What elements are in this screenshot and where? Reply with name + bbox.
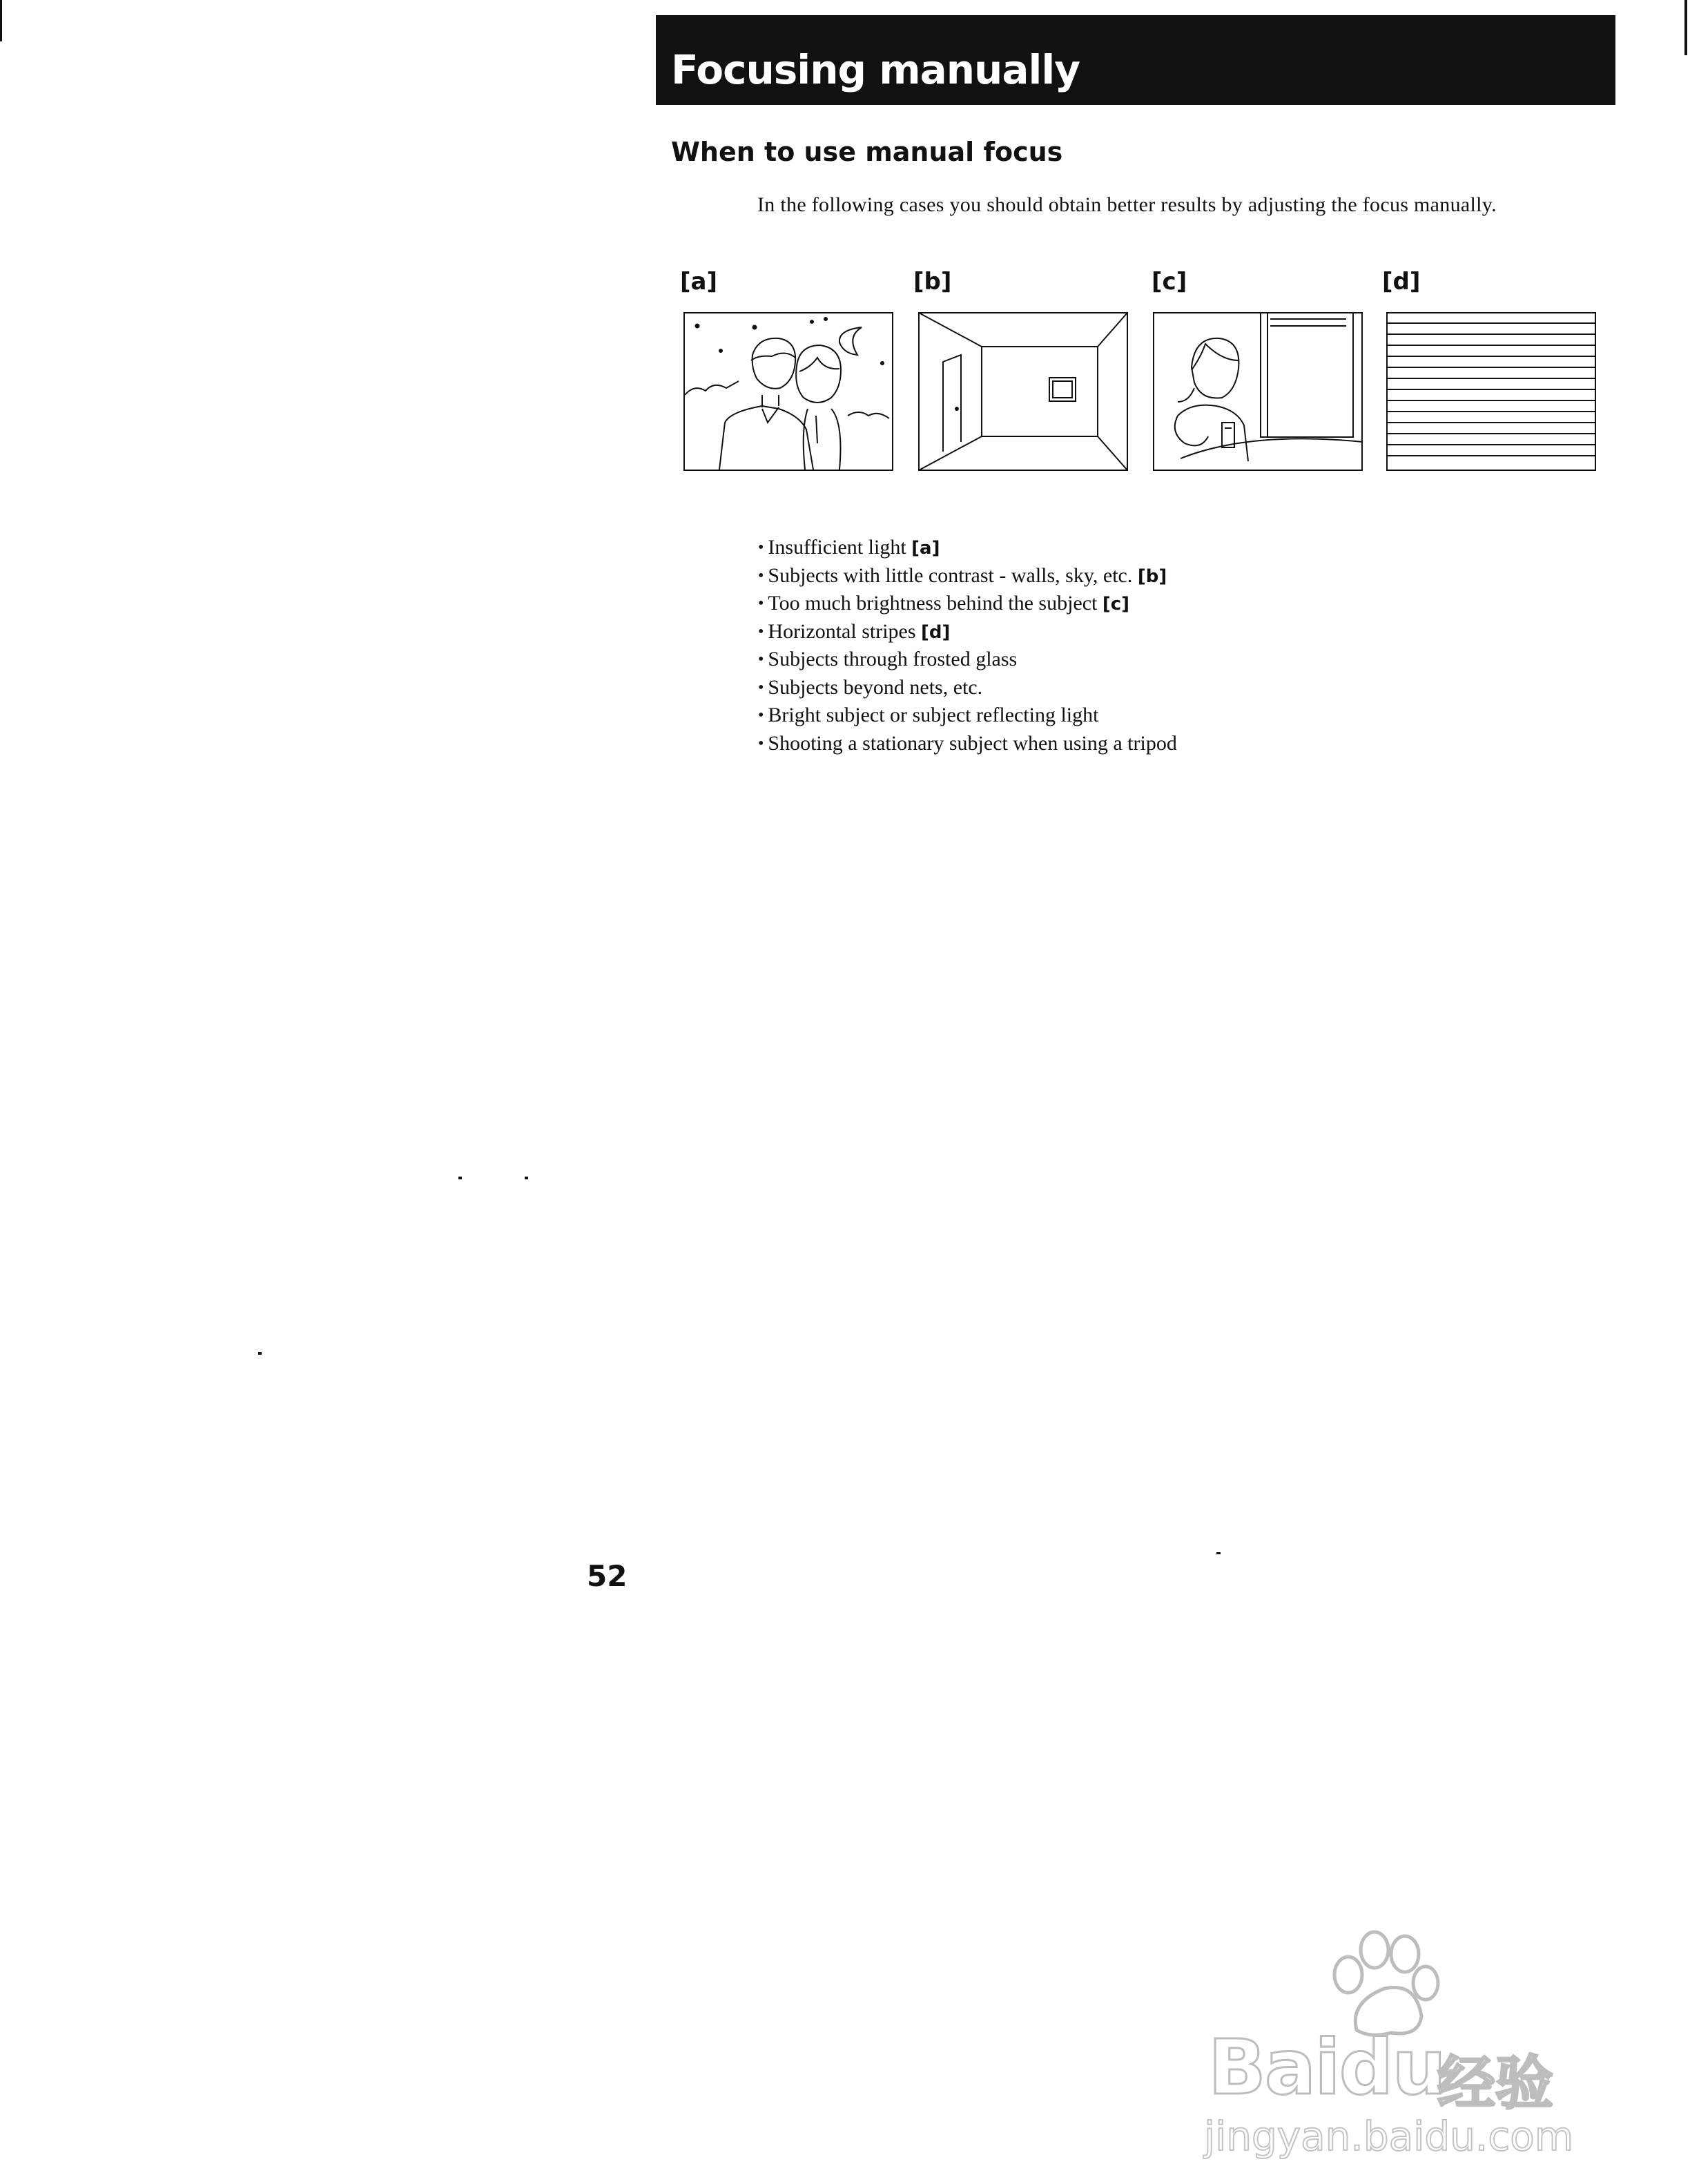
figure-label-d: [d] <box>1382 268 1421 296</box>
list-item-text: Bright subject or subject reflecting light <box>768 704 1099 726</box>
baidu-jingyan-watermark <box>1194 1926 1602 2161</box>
figure-label-c: [c] <box>1152 268 1187 296</box>
list-item-text: Horizontal stripes <box>768 619 916 643</box>
header-bar <box>656 15 1615 105</box>
list-item-text: Subjects through frosted glass <box>768 648 1018 670</box>
list-item-text: Too much brightness behind the subject <box>768 592 1098 615</box>
list-item-text: Shooting a stationary subject when using a tripod <box>768 731 1177 755</box>
empty-room-illustration <box>918 312 1128 471</box>
watermark-brand: Baidu <box>1208 2023 1445 2111</box>
list-item-text: Subjects with little contrast - walls, sky, etc. <box>768 563 1133 587</box>
page-title: Focusing manually <box>671 46 1080 93</box>
bullet-symbol: • <box>758 595 764 612</box>
watermark-cn: 经验 <box>1437 2049 1554 2117</box>
figure-reference: [b] <box>1137 566 1167 587</box>
list-item <box>758 619 1177 647</box>
list-item-text: Insufficient light <box>768 536 906 559</box>
figure-label-a: [a] <box>680 268 718 296</box>
list-item <box>758 702 1177 731</box>
scan-speck <box>458 1177 462 1179</box>
list-item <box>758 534 1177 563</box>
list-item-text: Subjects beyond nets, etc. <box>768 675 983 699</box>
scan-speck <box>1216 1552 1221 1554</box>
scan-speck <box>525 1177 528 1179</box>
bullet-symbol: • <box>758 650 764 668</box>
paw-icon <box>1315 1926 1453 2037</box>
night-couple-illustration <box>683 312 893 471</box>
list-item <box>758 563 1177 591</box>
horizontal-stripes-illustration <box>1386 312 1596 471</box>
bullet-list <box>758 534 1177 758</box>
list-item <box>758 590 1177 619</box>
section-heading: When to use manual focus <box>671 137 1063 167</box>
figure-label-b: [b] <box>913 268 952 296</box>
watermark-url: jingyan.baidu.com <box>1204 2113 1574 2160</box>
figure-reference: [d] <box>921 621 951 643</box>
backlit-woman-illustration <box>1153 312 1363 471</box>
figure-reference: [c] <box>1102 594 1130 615</box>
intro-text: In the following cases you should obtain better results by adjusting the focus manually. <box>757 193 1497 216</box>
page-number: 52 <box>587 1559 628 1593</box>
bullet-symbol: • <box>758 678 764 697</box>
bullet-symbol: • <box>758 706 764 724</box>
scan-edge-mark-left <box>0 0 2 41</box>
bullet-symbol: • <box>758 734 764 753</box>
bullet-symbol: • <box>758 539 764 557</box>
scan-edge-mark-right <box>1684 0 1687 55</box>
bullet-symbol: • <box>758 566 764 585</box>
list-item <box>758 675 1177 703</box>
figure-reference: [a] <box>911 538 940 559</box>
bullet-symbol: • <box>758 622 764 641</box>
scan-speck <box>258 1352 262 1355</box>
list-item <box>758 646 1177 675</box>
list-item <box>758 731 1177 759</box>
